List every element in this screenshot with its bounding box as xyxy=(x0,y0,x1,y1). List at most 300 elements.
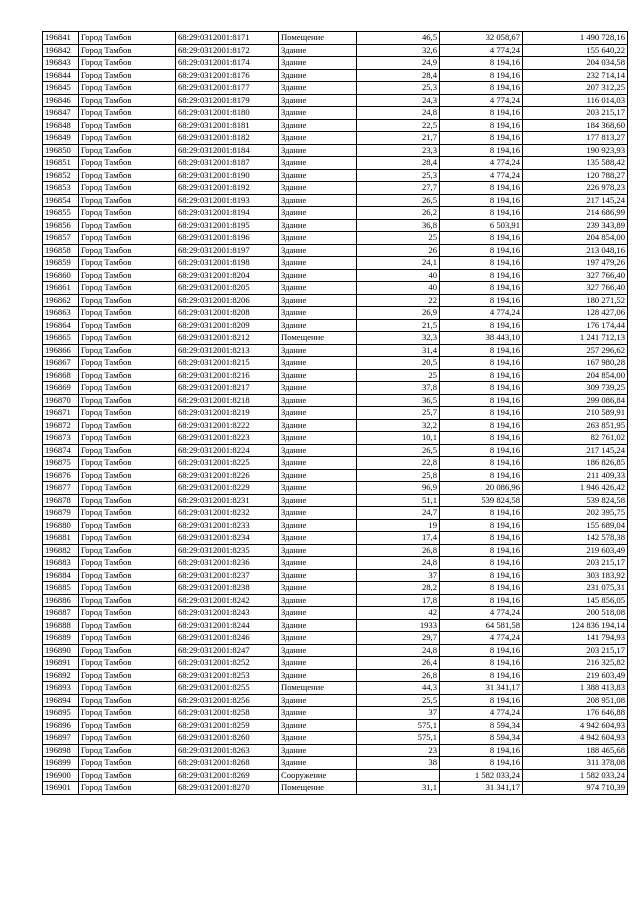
specific-value-cell: 8 194,16 xyxy=(440,507,523,520)
row-number-cell: 196855 xyxy=(43,207,79,220)
municipality-cell: Город Тамбов xyxy=(79,394,176,407)
cadastral-number-cell: 68:29:0312001:8171 xyxy=(176,32,279,45)
municipality-cell: Город Тамбов xyxy=(79,494,176,507)
object-type-cell: Здание xyxy=(279,132,357,145)
municipality-cell: Город Тамбов xyxy=(79,632,176,645)
cadastral-value-cell: 299 086,84 xyxy=(523,394,628,407)
area-cell: 38 xyxy=(357,757,440,770)
object-type-cell: Здание xyxy=(279,557,357,570)
cadastral-value-cell: 216 325,82 xyxy=(523,657,628,670)
cadastral-number-cell: 68:29:0312001:8269 xyxy=(176,769,279,782)
specific-value-cell: 8 194,16 xyxy=(440,294,523,307)
row-number-cell: 196890 xyxy=(43,644,79,657)
row-number-cell: 196874 xyxy=(43,444,79,457)
table-row xyxy=(43,407,628,420)
table-row xyxy=(43,682,628,695)
table-row xyxy=(43,769,628,782)
specific-value-cell: 8 194,16 xyxy=(440,69,523,82)
municipality-cell: Город Тамбов xyxy=(79,157,176,170)
object-type-cell: Здание xyxy=(279,507,357,520)
area-cell: 24,8 xyxy=(357,557,440,570)
cadastral-value-cell: 176 646,88 xyxy=(523,707,628,720)
specific-value-cell: 8 194,16 xyxy=(440,244,523,257)
cadastral-number-cell: 68:29:0312001:8258 xyxy=(176,707,279,720)
area-cell: 17,4 xyxy=(357,532,440,545)
object-type-cell: Помещение xyxy=(279,782,357,795)
specific-value-cell: 8 194,16 xyxy=(440,532,523,545)
table-row xyxy=(43,757,628,770)
cadastral-number-cell: 68:29:0312001:8260 xyxy=(176,732,279,745)
table-row xyxy=(43,269,628,282)
cadastral-value-cell: 204 854,00 xyxy=(523,232,628,245)
object-type-cell: Здание xyxy=(279,182,357,195)
area-cell: 26,2 xyxy=(357,207,440,220)
row-number-cell: 196860 xyxy=(43,269,79,282)
cadastral-value-cell: 142 578,38 xyxy=(523,532,628,545)
municipality-cell: Город Тамбов xyxy=(79,244,176,257)
area-cell: 42 xyxy=(357,607,440,620)
object-type-cell: Здание xyxy=(279,394,357,407)
specific-value-cell: 32 058,67 xyxy=(440,32,523,45)
row-number-cell: 196861 xyxy=(43,282,79,295)
cadastral-number-cell: 68:29:0312001:8219 xyxy=(176,407,279,420)
cadastral-number-cell: 68:29:0312001:8180 xyxy=(176,107,279,120)
cadastral-number-cell: 68:29:0312001:8205 xyxy=(176,282,279,295)
area-cell: 25,7 xyxy=(357,407,440,420)
area-cell: 40 xyxy=(357,269,440,282)
row-number-cell: 196891 xyxy=(43,657,79,670)
row-number-cell: 196848 xyxy=(43,119,79,132)
row-number-cell: 196869 xyxy=(43,382,79,395)
cadastral-value-cell: 327 766,40 xyxy=(523,269,628,282)
object-type-cell: Здание xyxy=(279,294,357,307)
municipality-cell: Город Тамбов xyxy=(79,532,176,545)
object-type-cell: Здание xyxy=(279,94,357,107)
specific-value-cell: 8 194,16 xyxy=(440,319,523,332)
row-number-cell: 196865 xyxy=(43,332,79,345)
area-cell: 26,5 xyxy=(357,194,440,207)
cadastral-number-cell: 68:29:0312001:8193 xyxy=(176,194,279,207)
row-number-cell: 196884 xyxy=(43,569,79,582)
municipality-cell: Город Тамбов xyxy=(79,119,176,132)
cadastral-number-cell: 68:29:0312001:8184 xyxy=(176,144,279,157)
cadastral-number-cell: 68:29:0312001:8196 xyxy=(176,232,279,245)
table-row xyxy=(43,344,628,357)
object-type-cell: Здание xyxy=(279,119,357,132)
object-type-cell: Здание xyxy=(279,344,357,357)
object-type-cell: Здание xyxy=(279,407,357,420)
cadastral-number-cell: 68:29:0312001:8176 xyxy=(176,69,279,82)
row-number-cell: 196852 xyxy=(43,169,79,182)
cadastral-number-cell: 68:29:0312001:8217 xyxy=(176,382,279,395)
table-row xyxy=(43,669,628,682)
cadastral-value-cell: 120 788,27 xyxy=(523,169,628,182)
area-cell: 21,7 xyxy=(357,132,440,145)
area-cell: 22,5 xyxy=(357,119,440,132)
row-number-cell: 196897 xyxy=(43,732,79,745)
row-number-cell: 196858 xyxy=(43,244,79,257)
row-number-cell: 196850 xyxy=(43,144,79,157)
object-type-cell: Сооружение xyxy=(279,769,357,782)
table-row xyxy=(43,194,628,207)
row-number-cell: 196894 xyxy=(43,694,79,707)
area-cell: 32,6 xyxy=(357,44,440,57)
row-number-cell: 196883 xyxy=(43,557,79,570)
object-type-cell: Здание xyxy=(279,169,357,182)
cadastral-value-cell: 203 215,17 xyxy=(523,107,628,120)
specific-value-cell: 8 194,16 xyxy=(440,144,523,157)
object-type-cell: Здание xyxy=(279,757,357,770)
area-cell: 25 xyxy=(357,232,440,245)
row-number-cell: 196872 xyxy=(43,419,79,432)
cadastral-value-cell: 116 014,03 xyxy=(523,94,628,107)
cadastral-number-cell: 68:29:0312001:8236 xyxy=(176,557,279,570)
municipality-cell: Город Тамбов xyxy=(79,69,176,82)
municipality-cell: Город Тамбов xyxy=(79,419,176,432)
specific-value-cell: 8 194,16 xyxy=(440,394,523,407)
table-row xyxy=(43,144,628,157)
cadastral-number-cell: 68:29:0312001:8187 xyxy=(176,157,279,170)
municipality-cell: Город Тамбов xyxy=(79,769,176,782)
cadastral-number-cell: 68:29:0312001:8194 xyxy=(176,207,279,220)
specific-value-cell: 8 194,16 xyxy=(440,557,523,570)
table-row xyxy=(43,394,628,407)
object-type-cell: Здание xyxy=(279,532,357,545)
cadastral-value-cell: 974 710,39 xyxy=(523,782,628,795)
object-type-cell: Здание xyxy=(279,244,357,257)
area-cell: 24,8 xyxy=(357,107,440,120)
specific-value-cell: 6 503,91 xyxy=(440,219,523,232)
area-cell: 29,7 xyxy=(357,632,440,645)
cadastral-number-cell: 68:29:0312001:8233 xyxy=(176,519,279,532)
area-cell: 36,5 xyxy=(357,394,440,407)
cadastral-number-cell: 68:29:0312001:8263 xyxy=(176,744,279,757)
area-cell: 37,8 xyxy=(357,382,440,395)
cadastral-number-cell: 68:29:0312001:8179 xyxy=(176,94,279,107)
municipality-cell: Город Тамбов xyxy=(79,282,176,295)
object-type-cell: Здание xyxy=(279,269,357,282)
municipality-cell: Город Тамбов xyxy=(79,482,176,495)
specific-value-cell: 8 194,16 xyxy=(440,107,523,120)
area-cell: 22,8 xyxy=(357,457,440,470)
specific-value-cell: 8 194,16 xyxy=(440,257,523,270)
row-number-cell: 196892 xyxy=(43,669,79,682)
cadastral-value-cell: 214 686,99 xyxy=(523,207,628,220)
table-row xyxy=(43,444,628,457)
row-number-cell: 196900 xyxy=(43,769,79,782)
table-row xyxy=(43,107,628,120)
cadastral-value-cell: 177 813,27 xyxy=(523,132,628,145)
object-type-cell: Здание xyxy=(279,144,357,157)
cadastral-number-cell: 68:29:0312001:8181 xyxy=(176,119,279,132)
area-cell: 575,1 xyxy=(357,732,440,745)
specific-value-cell: 8 194,16 xyxy=(440,344,523,357)
table-row xyxy=(43,482,628,495)
specific-value-cell: 8 194,16 xyxy=(440,644,523,657)
row-number-cell: 196882 xyxy=(43,544,79,557)
cadastral-number-cell: 68:29:0312001:8244 xyxy=(176,619,279,632)
cadastral-value-cell: 180 271,52 xyxy=(523,294,628,307)
cadastral-number-cell: 68:29:0312001:8268 xyxy=(176,757,279,770)
specific-value-cell: 8 194,16 xyxy=(440,57,523,70)
area-cell: 28,2 xyxy=(357,582,440,595)
cadastral-value-cell: 1 946 426,42 xyxy=(523,482,628,495)
area-cell: 24,7 xyxy=(357,507,440,520)
area-cell: 32,2 xyxy=(357,419,440,432)
object-type-cell: Здание xyxy=(279,319,357,332)
cadastral-value-cell: 4 942 604,93 xyxy=(523,732,628,745)
cadastral-number-cell: 68:29:0312001:8216 xyxy=(176,369,279,382)
row-number-cell: 196875 xyxy=(43,457,79,470)
object-type-cell: Помещение xyxy=(279,332,357,345)
municipality-cell: Город Тамбов xyxy=(79,694,176,707)
object-type-cell: Здание xyxy=(279,419,357,432)
object-type-cell: Здание xyxy=(279,719,357,732)
area-cell: 24,8 xyxy=(357,644,440,657)
specific-value-cell: 8 194,16 xyxy=(440,82,523,95)
specific-value-cell: 8 194,16 xyxy=(440,119,523,132)
table-row xyxy=(43,644,628,657)
area-cell: 25,8 xyxy=(357,469,440,482)
object-type-cell: Здание xyxy=(279,444,357,457)
row-number-cell: 196862 xyxy=(43,294,79,307)
municipality-cell: Город Тамбов xyxy=(79,219,176,232)
cadastral-number-cell: 68:29:0312001:8197 xyxy=(176,244,279,257)
cadastral-number-cell: 68:29:0312001:8195 xyxy=(176,219,279,232)
specific-value-cell: 8 194,16 xyxy=(440,232,523,245)
cadastral-number-cell: 68:29:0312001:8232 xyxy=(176,507,279,520)
row-number-cell: 196888 xyxy=(43,619,79,632)
cadastral-value-cell: 309 739,25 xyxy=(523,382,628,395)
cadastral-number-cell: 68:29:0312001:8213 xyxy=(176,344,279,357)
specific-value-cell: 8 194,16 xyxy=(440,582,523,595)
specific-value-cell: 4 774,24 xyxy=(440,157,523,170)
object-type-cell: Здание xyxy=(279,369,357,382)
cadastral-value-cell: 200 518,08 xyxy=(523,607,628,620)
specific-value-cell: 1 582 033,24 xyxy=(440,769,523,782)
cadastral-number-cell: 68:29:0312001:8226 xyxy=(176,469,279,482)
specific-value-cell: 8 194,16 xyxy=(440,282,523,295)
municipality-cell: Город Тамбов xyxy=(79,32,176,45)
row-number-cell: 196879 xyxy=(43,507,79,520)
cadastral-value-cell: 226 978,23 xyxy=(523,182,628,195)
municipality-cell: Город Тамбов xyxy=(79,407,176,420)
object-type-cell: Здание xyxy=(279,357,357,370)
cadastral-value-table xyxy=(42,31,628,795)
object-type-cell: Здание xyxy=(279,632,357,645)
specific-value-cell: 8 194,16 xyxy=(440,132,523,145)
cadastral-number-cell: 68:29:0312001:8231 xyxy=(176,494,279,507)
cadastral-value-cell: 4 942 604,93 xyxy=(523,719,628,732)
municipality-cell: Город Тамбов xyxy=(79,269,176,282)
cadastral-value-cell: 239 343,89 xyxy=(523,219,628,232)
object-type-cell: Здание xyxy=(279,194,357,207)
object-type-cell: Здание xyxy=(279,44,357,57)
table-row xyxy=(43,782,628,795)
municipality-cell: Город Тамбов xyxy=(79,732,176,745)
municipality-cell: Город Тамбов xyxy=(79,457,176,470)
cadastral-value-cell: 155 640,22 xyxy=(523,44,628,57)
area-cell: 24,9 xyxy=(357,57,440,70)
specific-value-cell: 4 774,24 xyxy=(440,44,523,57)
row-number-cell: 196856 xyxy=(43,219,79,232)
cadastral-number-cell: 68:29:0312001:8256 xyxy=(176,694,279,707)
object-type-cell: Здание xyxy=(279,544,357,557)
row-number-cell: 196857 xyxy=(43,232,79,245)
cadastral-number-cell: 68:29:0312001:8237 xyxy=(176,569,279,582)
specific-value-cell: 8 594,34 xyxy=(440,732,523,745)
table-row xyxy=(43,294,628,307)
area-cell: 20,5 xyxy=(357,357,440,370)
municipality-cell: Город Тамбов xyxy=(79,569,176,582)
area-cell: 44,3 xyxy=(357,682,440,695)
area-cell: 36,8 xyxy=(357,219,440,232)
area-cell: 26,8 xyxy=(357,544,440,557)
cadastral-value-cell: 217 145,24 xyxy=(523,444,628,457)
table-row xyxy=(43,82,628,95)
object-type-cell: Здание xyxy=(279,732,357,745)
object-type-cell: Здание xyxy=(279,219,357,232)
area-cell: 575,1 xyxy=(357,719,440,732)
table-row xyxy=(43,32,628,45)
row-number-cell: 196881 xyxy=(43,532,79,545)
municipality-cell: Город Тамбов xyxy=(79,469,176,482)
object-type-cell: Здание xyxy=(279,569,357,582)
object-type-cell: Помещение xyxy=(279,32,357,45)
cadastral-number-cell: 68:29:0312001:8229 xyxy=(176,482,279,495)
object-type-cell: Здание xyxy=(279,207,357,220)
cadastral-value-cell: 197 479,26 xyxy=(523,257,628,270)
specific-value-cell: 8 194,16 xyxy=(440,657,523,670)
cadastral-number-cell: 68:29:0312001:8259 xyxy=(176,719,279,732)
area-cell: 31,4 xyxy=(357,344,440,357)
table-row xyxy=(43,419,628,432)
specific-value-cell: 4 774,24 xyxy=(440,607,523,620)
row-number-cell: 196859 xyxy=(43,257,79,270)
municipality-cell: Город Тамбов xyxy=(79,744,176,757)
cadastral-value-cell: 155 689,04 xyxy=(523,519,628,532)
cadastral-number-cell: 68:29:0312001:8206 xyxy=(176,294,279,307)
municipality-cell: Город Тамбов xyxy=(79,719,176,732)
specific-value-cell: 4 774,24 xyxy=(440,169,523,182)
document-page xyxy=(42,31,627,795)
table-row xyxy=(43,207,628,220)
specific-value-cell: 8 194,16 xyxy=(440,519,523,532)
cadastral-value-cell: 217 145,24 xyxy=(523,194,628,207)
table-row xyxy=(43,157,628,170)
specific-value-cell: 8 194,16 xyxy=(440,694,523,707)
cadastral-number-cell: 68:29:0312001:8255 xyxy=(176,682,279,695)
row-number-cell: 196878 xyxy=(43,494,79,507)
object-type-cell: Здание xyxy=(279,307,357,320)
row-number-cell: 196898 xyxy=(43,744,79,757)
cadastral-number-cell: 68:29:0312001:8218 xyxy=(176,394,279,407)
municipality-cell: Город Тамбов xyxy=(79,757,176,770)
row-number-cell: 196863 xyxy=(43,307,79,320)
municipality-cell: Город Тамбов xyxy=(79,57,176,70)
specific-value-cell: 8 194,16 xyxy=(440,194,523,207)
area-cell: 40 xyxy=(357,282,440,295)
table-row xyxy=(43,382,628,395)
object-type-cell: Здание xyxy=(279,69,357,82)
table-row xyxy=(43,182,628,195)
municipality-cell: Город Тамбов xyxy=(79,519,176,532)
cadastral-number-cell: 68:29:0312001:8234 xyxy=(176,532,279,545)
cadastral-value-cell: 232 714,14 xyxy=(523,69,628,82)
row-number-cell: 196873 xyxy=(43,432,79,445)
area-cell: 25,3 xyxy=(357,82,440,95)
table-row xyxy=(43,44,628,57)
row-number-cell: 196866 xyxy=(43,344,79,357)
table-row xyxy=(43,244,628,257)
specific-value-cell: 8 194,16 xyxy=(440,407,523,420)
cadastral-value-cell: 303 183,92 xyxy=(523,569,628,582)
area-cell: 26,5 xyxy=(357,444,440,457)
specific-value-cell: 31 341,17 xyxy=(440,782,523,795)
table-row xyxy=(43,732,628,745)
specific-value-cell: 4 774,24 xyxy=(440,707,523,720)
area-cell: 23,3 xyxy=(357,144,440,157)
object-type-cell: Здание xyxy=(279,107,357,120)
row-number-cell: 196887 xyxy=(43,607,79,620)
cadastral-value-cell: 176 174,44 xyxy=(523,319,628,332)
cadastral-value-cell: 1 582 033,24 xyxy=(523,769,628,782)
specific-value-cell: 38 443,10 xyxy=(440,332,523,345)
table-row xyxy=(43,632,628,645)
table-row xyxy=(43,169,628,182)
area-cell: 21,5 xyxy=(357,319,440,332)
table-row xyxy=(43,469,628,482)
object-type-cell: Здание xyxy=(279,482,357,495)
cadastral-number-cell: 68:29:0312001:8246 xyxy=(176,632,279,645)
row-number-cell: 196886 xyxy=(43,594,79,607)
table-row xyxy=(43,457,628,470)
table-row xyxy=(43,607,628,620)
table-row xyxy=(43,594,628,607)
municipality-cell: Город Тамбов xyxy=(79,132,176,145)
table-row xyxy=(43,719,628,732)
area-cell: 24,1 xyxy=(357,257,440,270)
cadastral-value-cell: 231 075,31 xyxy=(523,582,628,595)
specific-value-cell: 8 194,16 xyxy=(440,594,523,607)
row-number-cell: 196889 xyxy=(43,632,79,645)
object-type-cell: Здание xyxy=(279,82,357,95)
cadastral-value-cell: 1 241 712,13 xyxy=(523,332,628,345)
municipality-cell: Город Тамбов xyxy=(79,607,176,620)
municipality-cell: Город Тамбов xyxy=(79,94,176,107)
row-number-cell: 196893 xyxy=(43,682,79,695)
cadastral-value-cell: 1 388 413,83 xyxy=(523,682,628,695)
municipality-cell: Город Тамбов xyxy=(79,507,176,520)
row-number-cell: 196843 xyxy=(43,57,79,70)
object-type-cell: Здание xyxy=(279,232,357,245)
table-row xyxy=(43,432,628,445)
area-cell: 25,3 xyxy=(357,169,440,182)
area-cell: 25,5 xyxy=(357,694,440,707)
municipality-cell: Город Тамбов xyxy=(79,207,176,220)
area-cell: 37 xyxy=(357,707,440,720)
cadastral-number-cell: 68:29:0312001:8215 xyxy=(176,357,279,370)
cadastral-number-cell: 68:29:0312001:8223 xyxy=(176,432,279,445)
municipality-cell: Город Тамбов xyxy=(79,594,176,607)
area-cell: 31,1 xyxy=(357,782,440,795)
specific-value-cell: 8 194,16 xyxy=(440,432,523,445)
specific-value-cell: 4 774,24 xyxy=(440,94,523,107)
cadastral-value-cell: 145 856,05 xyxy=(523,594,628,607)
object-type-cell: Здание xyxy=(279,669,357,682)
cadastral-value-cell: 135 588,42 xyxy=(523,157,628,170)
table-row xyxy=(43,369,628,382)
